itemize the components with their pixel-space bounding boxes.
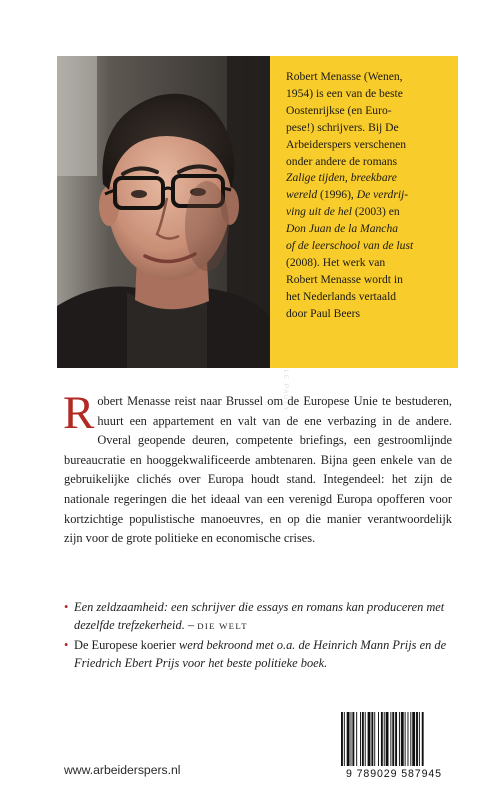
bio-line: pese!) schrijvers. Bij De — [286, 120, 399, 134]
quote-dash: – — [184, 618, 198, 633]
barcode-bar — [405, 712, 406, 766]
barcode-bar — [412, 712, 415, 766]
barcode-bar — [356, 712, 357, 766]
publisher-website: www.arbeiderspers.nl — [64, 763, 181, 777]
barcode-bar — [351, 712, 352, 766]
bio-text: (2003) en — [352, 205, 400, 219]
barcode-bar — [360, 712, 361, 766]
bio-line: Oostenrijkse (en Euro- — [286, 103, 392, 117]
barcode-bar — [378, 712, 379, 766]
isbn-barcode — [338, 710, 450, 784]
quote-text: Een zeldzaamheid: een schrijver die essays en romans kan produceren met dezelfde trefzekerheid. — [74, 600, 445, 633]
bio-line — [286, 170, 450, 187]
book-blurb — [63, 387, 452, 549]
press-quotes — [64, 598, 454, 673]
bio-line: Robert Menasse wordt in — [286, 272, 403, 286]
book-title: Don Juan de la Mancha — [286, 222, 399, 236]
barcode-bar — [422, 712, 424, 766]
author-photo — [57, 56, 270, 368]
barcode-bars — [338, 710, 450, 768]
barcode-bar — [399, 712, 400, 766]
author-bio-panel — [270, 56, 458, 368]
barcode-bar — [384, 712, 385, 766]
bullet-icon: • — [64, 637, 69, 652]
barcode-bar — [371, 712, 373, 766]
bio-line — [286, 204, 450, 221]
barcode-bar — [368, 712, 371, 766]
drop-cap: R — [63, 387, 95, 439]
barcode-bar — [347, 712, 350, 766]
bio-line — [286, 221, 450, 238]
barcode-bar — [410, 712, 411, 766]
barcode-bar — [386, 712, 389, 766]
barcode-bar — [419, 712, 420, 766]
book-title: ving uit de hel — [286, 205, 353, 219]
bio-line: Arbeiderspers verschenen — [286, 137, 407, 151]
review-quote — [64, 598, 454, 636]
barcode-bar — [381, 712, 383, 766]
barcode-bar — [395, 712, 397, 766]
barcode-bar — [365, 712, 366, 766]
bio-line: Robert Menasse (Wenen, — [286, 70, 403, 83]
bio-text: (1996), — [317, 188, 357, 202]
award-note — [64, 636, 454, 673]
blurb-paragraph — [63, 387, 452, 549]
barcode-bar — [416, 712, 418, 766]
isbn-number: 9 789029 587945 — [346, 768, 442, 780]
book-title: Zalige tijden, breekbare — [286, 171, 397, 185]
bio-line — [286, 238, 450, 255]
bullet-icon: • — [64, 600, 69, 614]
bio-line: door Paul Beers — [286, 306, 361, 320]
book-title: wereld — [286, 188, 318, 202]
quote-source: DIE WELT — [197, 621, 248, 632]
author-portrait-illustration — [57, 56, 270, 368]
barcode-bar — [401, 712, 404, 766]
award-book-title: De Europese koerier — [74, 637, 176, 652]
bio-line: onder andere de romans — [286, 154, 398, 168]
bio-line — [286, 187, 450, 204]
book-title: De verdrij- — [356, 188, 409, 202]
barcode-bar — [341, 712, 343, 766]
bio-line: (2008). Het werk van — [286, 255, 386, 269]
barcode-bar — [390, 712, 391, 766]
barcode-bar — [362, 712, 364, 766]
bio-line: het Nederlands vertaald — [286, 289, 397, 303]
barcode-bar — [344, 712, 345, 766]
barcode-bar — [352, 712, 354, 766]
book-title: of de leerschool van de lust — [286, 239, 414, 253]
barcode-bar — [392, 712, 394, 766]
barcode-bar — [408, 712, 409, 766]
blurb-text: obert Menasse reist naar Brussel om de Europese Unie te bestuderen, huurt een appartement en valt van de ene verbazing in de andere. Overal geopende deuren, competente briefings, een gestroomlijnde bureaucratie en hooggekwalificeerde ambtenaren. Bijna geen enkele van de gebruikelijke clichés over Europa houdt stand. Integendeel: het zijn de nationale regeringen die het ideaal van een verenigd Europa opofferen voor kortzichtige populistische manoeuvres, en op die manier verantwoordelijk zijn voor de grote politieke en economische crises. — [64, 394, 452, 546]
bio-line: 1954) is een van de beste — [286, 86, 403, 100]
award-text: werd bekroond met o.a. de Heinrich Mann Prijs en de Friedrich Ebert Prijs voor het beste politieke boek. — [74, 637, 447, 671]
barcode-bar — [374, 712, 375, 766]
